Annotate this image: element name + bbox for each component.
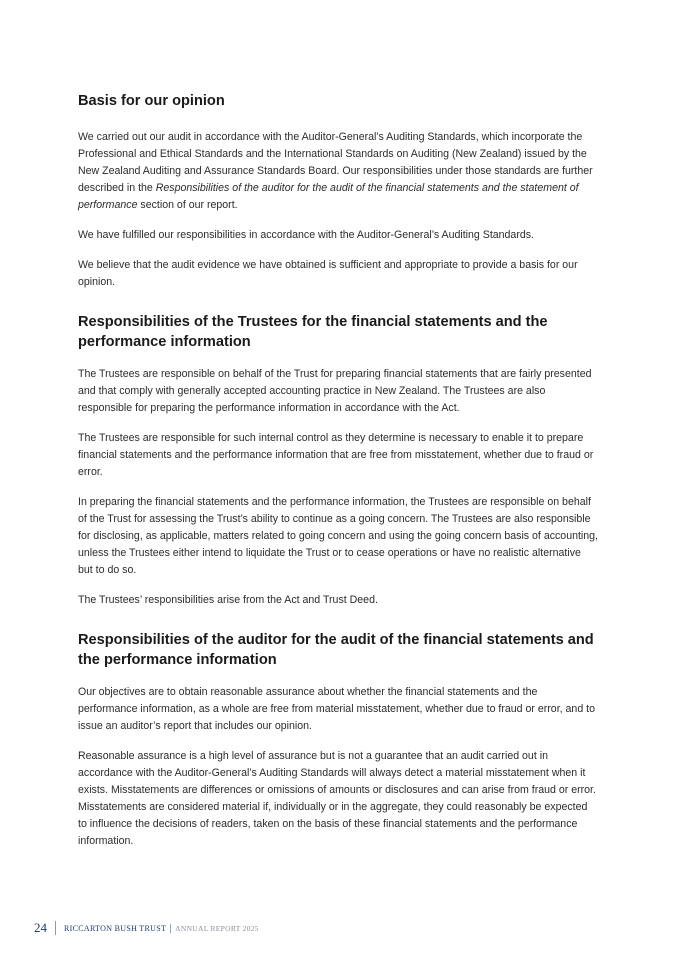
footer-divider — [170, 924, 171, 933]
paragraph: We have fulfilled our responsibilities in accordance with the Auditor-General’s Auditing Standards. — [78, 228, 534, 241]
paragraph: The Trustees are responsible on behalf of the Trust for preparing financial statements that are fairly presented and that comply with generally accepted accounting practice in New Zealand. The Trustees are also responsible for preparing the performance information in accordance with the Act. — [78, 367, 592, 414]
italic-reference: Responsibilities of the auditor for the audit of the financial statements and the statement of performance — [78, 181, 579, 211]
section-heading-auditor: Responsibilities of the auditor for the audit of the financial statements and the performance information — [78, 631, 594, 668]
paragraph: The Trustees are responsible for such internal control as they determine is necessary to enable it to prepare financial statements and the performance information that are free from misstatement, whether due to fraud or error. — [78, 431, 594, 478]
paragraph: Reasonable assurance is a high level of assurance but is not a guarantee that an audit carried out in accordance with the Auditor-General’s Auditing Standards will always detect a material misstatement when it exists. Misstatements are differences or omissions of amounts or disclosures and can arise from fraud or error. Misstatements are considered material if, individually or in the aggregate, they could reasonably be expected to influence the decisions of readers, taken on the basis of these financial statements and the performance information. — [78, 749, 596, 847]
paragraph: The Trustees’ responsibilities arise from the Act and Trust Deed. — [78, 593, 378, 606]
page-body — [78, 86, 598, 850]
footer-report-title: ANNUAL REPORT 2025 — [175, 923, 259, 933]
footer-divider — [55, 921, 56, 935]
paragraph: Our objectives are to obtain reasonable assurance about whether the financial statements and the performance information, as a whole are free from material misstatement, whether due to fraud or error, and to issue an auditor’s report that includes our opinion. — [78, 685, 595, 732]
paragraph: We carried out our audit in accordance with the Auditor-General’s Auditing Standards, which incorporate the Professional and Ethical Standards and the International Standards on Auditing (New Zealand) issued by the New Zealand Auditing and Assurance Standards Board. Our responsibilities under those standards are further described in the Responsibilities of the auditor for the audit of the financial statements and the statement of performance section of our report. — [78, 130, 593, 211]
paragraph: In preparing the financial statements and the performance information, the Trustees are responsible on behalf of the Trust for assessing the Trust’s ability to continue as a going concern. The Trustees are also responsible for disclosing, as applicable, matters related to going concern and using the going concern basis of accounting, unless the Trustees either intend to liquidate the Trust or to cease operations or have no realistic alternative but to do so. — [78, 495, 598, 576]
footer-organization: RICCARTON BUSH TRUST — [64, 923, 167, 933]
page-number: 24 — [34, 920, 47, 935]
page-footer — [34, 920, 259, 936]
section-heading-trustees: Responsibilities of the Trustees for the financial statements and the performance information — [78, 313, 548, 350]
paragraph: We believe that the audit evidence we have obtained is sufficient and appropriate to provide a basis for our opinion. — [78, 258, 578, 288]
section-heading-basis: Basis for our opinion — [78, 93, 225, 109]
